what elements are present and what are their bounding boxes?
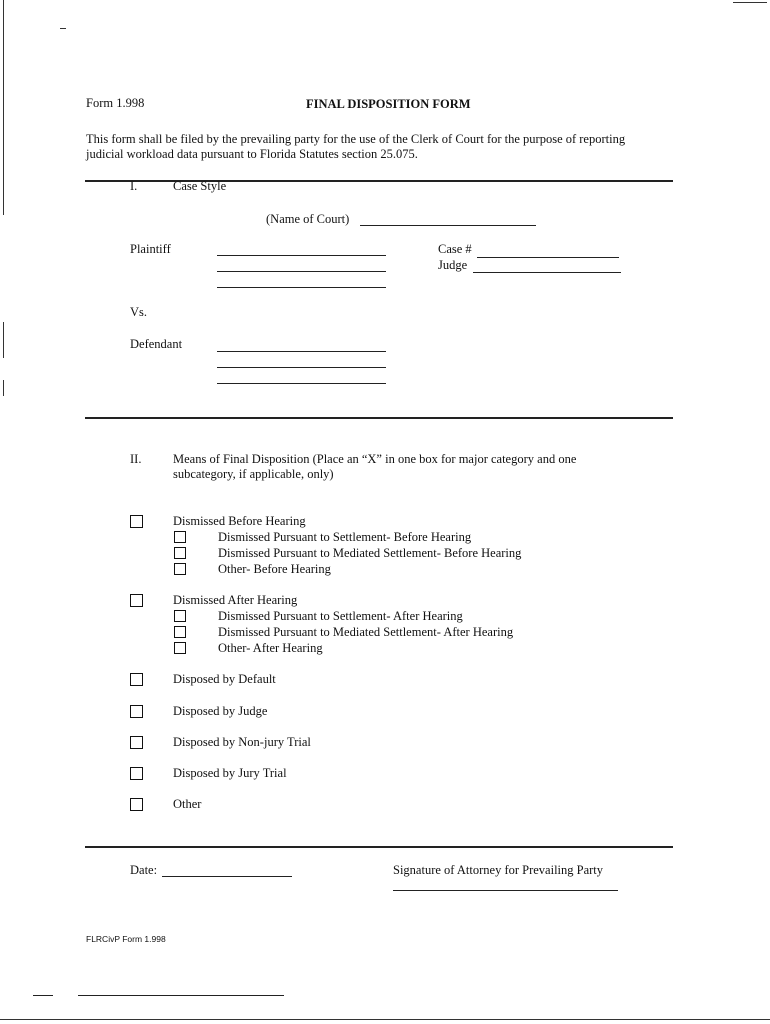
label-mediated-before-hearing: Dismissed Pursuant to Mediated Settlement- Before Hearing <box>218 546 522 560</box>
label-disposed-by-default: Disposed by Default <box>173 672 276 686</box>
checkbox-other-before-hearing[interactable] <box>174 563 186 575</box>
label-other-before-hearing: Other- Before Hearing <box>218 562 331 576</box>
plaintiff-field-3[interactable] <box>217 287 386 288</box>
defendant-label: Defendant <box>130 337 183 351</box>
date-label: Date: <box>130 863 158 877</box>
checkbox-dismissed-after-hearing[interactable] <box>130 594 143 607</box>
checkbox-disposed-by-jury-trial[interactable] <box>130 767 143 780</box>
checkbox-disposed-by-non-jury-trial[interactable] <box>130 736 143 749</box>
label-dismissed-after-hearing: Dismissed After Hearing <box>173 593 298 607</box>
scan-edge-left <box>3 0 4 215</box>
checkbox-other-after-hearing[interactable] <box>174 642 186 654</box>
section2-numeral: II. <box>130 452 142 466</box>
checkbox-mediated-after-hearing[interactable] <box>174 626 186 638</box>
label-other-after-hearing: Other- After Hearing <box>218 641 323 655</box>
scan-mark-left-2 <box>3 322 4 358</box>
defendant-field-3[interactable] <box>217 383 386 384</box>
label-disposed-by-jury-trial: Disposed by Jury Trial <box>173 766 287 780</box>
label-settlement-after-hearing: Dismissed Pursuant to Settlement- After Hearing <box>218 609 463 623</box>
checkbox-disposed-by-default[interactable] <box>130 673 143 686</box>
checkbox-mediated-before-hearing[interactable] <box>174 547 186 559</box>
scan-mark-left-1 <box>60 28 66 29</box>
plaintiff-field-1[interactable] <box>217 255 386 256</box>
label-disposed-by-judge: Disposed by Judge <box>173 704 268 718</box>
vs-label: Vs. <box>130 305 148 319</box>
defendant-field-2[interactable] <box>217 367 386 368</box>
intro-line-1: This form shall be filed by the prevailing party for the use of the Clerk of Court for the purpose of reporting <box>86 132 626 146</box>
form-number: Form 1.998 <box>86 96 145 110</box>
section-divider-bottom <box>85 846 673 848</box>
plaintiff-label: Plaintiff <box>130 242 171 256</box>
signature-label: Signature of Attorney for Prevailing Party <box>393 863 604 877</box>
section-divider-middle <box>85 417 673 419</box>
section2-heading-line-2: subcategory, if applicable, only) <box>173 467 334 481</box>
court-name-field[interactable] <box>360 225 536 226</box>
section1-numeral: I. <box>130 179 138 193</box>
scan-line-bottom-2 <box>78 995 284 996</box>
date-field[interactable] <box>162 876 292 877</box>
footer-form-id: FLRCivP Form 1.998 <box>86 934 166 944</box>
case-number-label: Case # <box>438 242 472 256</box>
checkbox-other[interactable] <box>130 798 143 811</box>
scan-edge-right-top <box>733 2 767 3</box>
label-dismissed-before-hearing: Dismissed Before Hearing <box>173 514 306 528</box>
defendant-field-1[interactable] <box>217 351 386 352</box>
form-title: FINAL DISPOSITION FORM <box>306 97 471 111</box>
checkbox-disposed-by-judge[interactable] <box>130 705 143 718</box>
label-mediated-after-hearing: Dismissed Pursuant to Mediated Settlement- After Hearing <box>218 625 514 639</box>
scan-line-bottom-1 <box>33 995 53 996</box>
label-other: Other <box>173 797 202 811</box>
label-disposed-by-non-jury-trial: Disposed by Non-jury Trial <box>173 735 311 749</box>
signature-field[interactable] <box>393 890 618 891</box>
scan-edge-bottom <box>0 1019 770 1020</box>
plaintiff-field-2[interactable] <box>217 271 386 272</box>
case-number-field[interactable] <box>477 257 619 258</box>
section2-heading-line-1: Means of Final Disposition (Place an “X” in one box for major category and one <box>173 452 577 466</box>
court-label: (Name of Court) <box>266 212 350 226</box>
label-settlement-before-hearing: Dismissed Pursuant to Settlement- Before Hearing <box>218 530 472 544</box>
checkbox-dismissed-before-hearing[interactable] <box>130 515 143 528</box>
intro-line-2: judicial workload data pursuant to Florida Statutes section 25.075. <box>86 147 418 161</box>
checkbox-settlement-after-hearing[interactable] <box>174 610 186 622</box>
scan-mark-left-3 <box>3 380 4 396</box>
checkbox-settlement-before-hearing[interactable] <box>174 531 186 543</box>
judge-field[interactable] <box>473 272 621 273</box>
section1-heading: Case Style <box>173 179 227 193</box>
judge-label: Judge <box>438 258 468 272</box>
